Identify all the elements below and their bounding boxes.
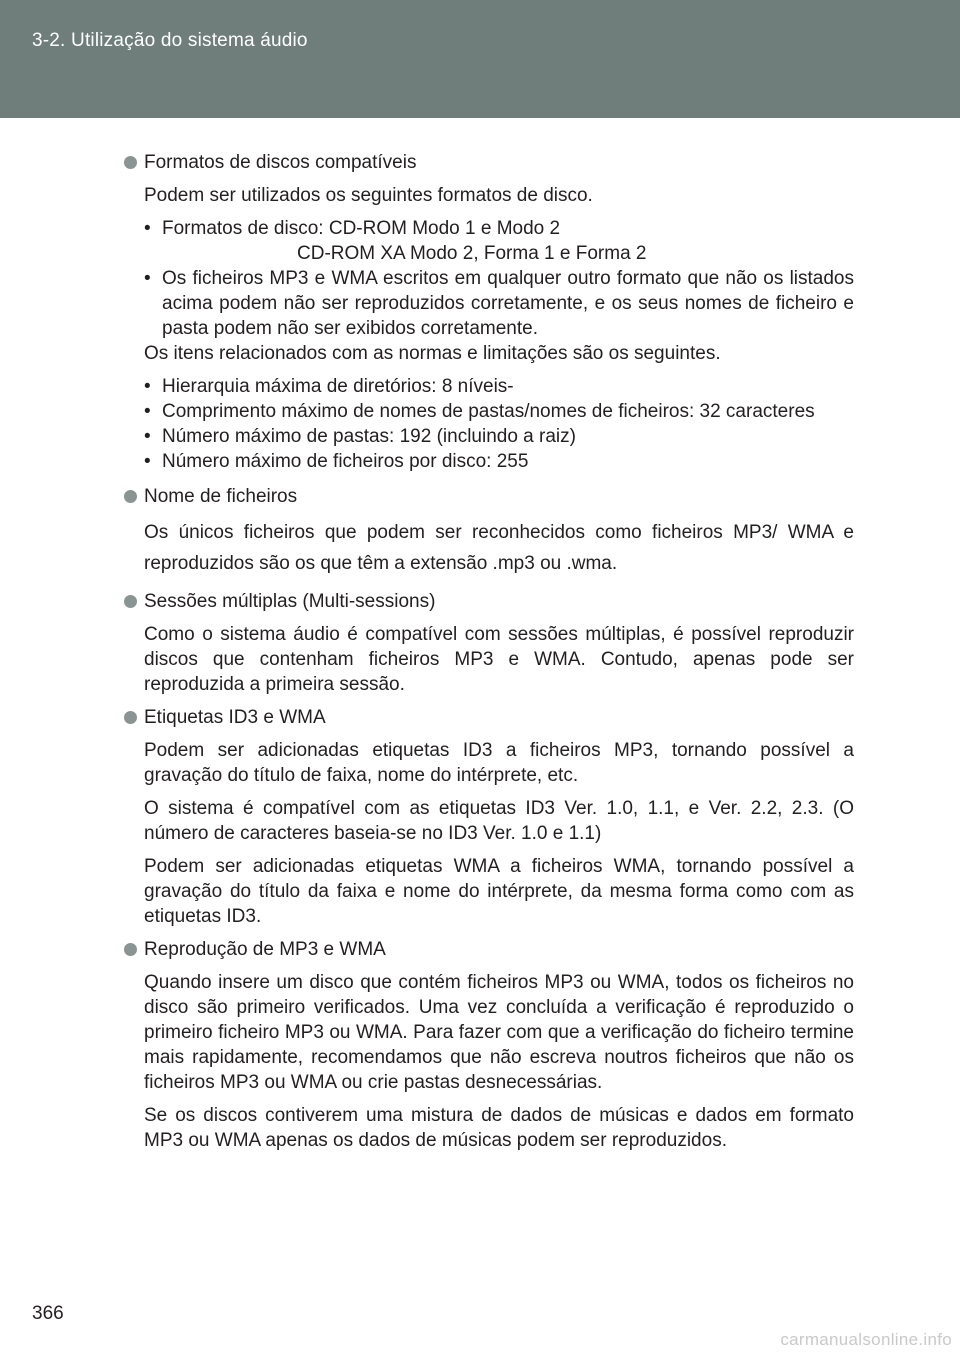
list-item-continuation: CD-ROM XA Modo 2, Forma 1 e Forma 2 <box>297 243 647 264</box>
heading-file-names: Nome de ficheiros <box>124 484 854 509</box>
paragraph: Os únicos ficheiros que podem ser reconhecidos como ficheiros MP3/ WMA e reproduzidos são os que têm a extensão .mp3 ou .wma. <box>144 522 854 574</box>
paragraph: Podem ser adicionadas etiquetas WMA a ficheiros WMA, tornando possível a gravação do título da faixa e nome do intérprete, da mesma forma como com as etiquetas ID3. <box>144 856 854 927</box>
paragraph: Quando insere um disco que contém ficheiros MP3 ou WMA, todos os ficheiros no disco são primeiro verificados. Uma vez concluída a verificação é reproduzido o primeiro ficheiro MP3 ou WMA. Para fazer com que a verificação do ficheiro termine mais rapidamente, recomendamos que não escreva noutros ficheiros que não os ficheiros MP3 ou WMA ou crie pastas desnecessárias. <box>144 972 854 1093</box>
paragraph: O sistema é compatível com as etiquetas ID3 Ver. 1.0, 1.1, e Ver. 2.2, 2.3. (O número de caracteres baseia-se no ID3 Ver. 1.0 e 1.1) <box>144 798 854 844</box>
page-number: 366 <box>32 1303 64 1324</box>
heading-id3-wma-tags: Etiquetas ID3 e WMA <box>124 705 854 730</box>
heading-multi-sessions: Sessões múltiplas (Multi-sessions) <box>124 589 854 614</box>
list-item: • Comprimento máximo de nomes de pastas/nomes de ficheiros: 32 caracteres <box>144 399 854 424</box>
list-item: • Número máximo de pastas: 192 (incluindo a raiz) <box>144 424 854 449</box>
paragraph: Podem ser adicionadas etiquetas ID3 a ficheiros MP3, tornando possível a gravação do título de faixa, nome do intérprete, etc. <box>144 740 854 786</box>
list-item: • Hierarquia máxima de diretórios: 8 níveis- <box>144 374 854 399</box>
list-item: • Os ficheiros MP3 e WMA escritos em qualquer outro formato que não os listados acima podem não ser reproduzidos corretamente, e os seus nomes de ficheiro e pasta podem não ser exibidos corretamente. <box>144 266 854 341</box>
heading-compatible-formats: Formatos de discos compatíveis <box>124 150 854 175</box>
list-item-text: Formatos de disco: CD-ROM Modo 1 e Modo 2 <box>162 218 561 239</box>
paragraph: Os itens relacionados com as normas e limitações são os seguintes. <box>144 343 721 364</box>
limits-list <box>144 374 854 474</box>
page-header <box>0 0 960 118</box>
list-item <box>144 216 854 266</box>
page-content <box>124 150 854 1153</box>
paragraph: Podem ser utilizados os seguintes formatos de disco. <box>144 185 593 206</box>
watermark: carmanualsonline.info <box>780 1330 952 1349</box>
format-list <box>144 216 854 341</box>
paragraph: Se os discos contiverem uma mistura de dados de músicas e dados em formato MP3 ou WMA apenas os dados de músicas podem ser reproduzidos. <box>144 1105 854 1151</box>
heading-mp3-wma-playback: Reprodução de MP3 e WMA <box>124 937 854 962</box>
paragraph: Como o sistema áudio é compatível com sessões múltiplas, é possível reproduzir discos que contenham ficheiros MP3 e WMA. Contudo, apenas pode ser reproduzida a primeira sessão. <box>144 624 854 695</box>
section-title: 3-2. Utilização do sistema áudio <box>32 30 308 51</box>
list-item: • Número máximo de ficheiros por disco: 255 <box>144 449 854 474</box>
